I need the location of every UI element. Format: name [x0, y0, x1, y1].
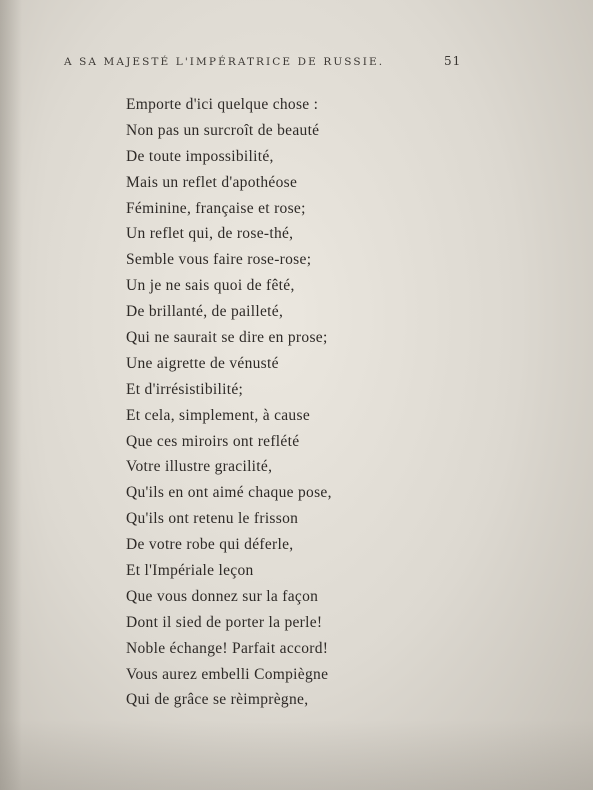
verse-line: De brillanté, de pailleté,: [126, 303, 284, 321]
verse-line: Féminine, française et rose;: [126, 199, 306, 217]
verse-line: Qu'ils ont retenu le frisson: [126, 510, 299, 528]
page-number: 51: [444, 54, 462, 68]
verse-line: De toute impossibilité,: [126, 147, 274, 165]
verse-line: Une aigrette de vénusté: [126, 354, 279, 372]
verse-line: Emporte d'ici quelque chose :: [126, 96, 319, 113]
verse-line: Qui ne saurait se dire en prose;: [126, 329, 328, 347]
verse-line: De votre robe qui déferle,: [126, 536, 294, 554]
poem: [126, 92, 426, 713]
verse-line: Qu'ils en ont aimé chaque pose,: [126, 484, 332, 502]
verse-line: Et l'Impériale leçon: [126, 562, 254, 580]
verse-line: Mais un reflet d'apothéose: [126, 173, 298, 191]
running-head: A SA MAJESTÉ L'IMPÉRATRICE DE RUSSIE.: [64, 56, 385, 68]
verse-line: Votre illustre gracilité,: [126, 458, 273, 476]
verse-line: Non pas un surcroît de beauté: [126, 121, 320, 139]
verse-line: Semble vous faire rose-rose;: [126, 251, 312, 269]
verse-line: Un je ne sais quoi de fêté,: [126, 277, 295, 295]
verse-line: Que ces miroirs ont reflété: [126, 432, 300, 450]
verse-line: Un reflet qui, de rose-thé,: [126, 225, 294, 243]
verse-line: Et d'irrésistibilité;: [126, 380, 244, 398]
verse-line: Vous aurez embelli Compiègne: [126, 665, 329, 683]
verse-line: Que vous donnez sur la façon: [126, 587, 319, 605]
verse-line: Noble échange! Parfait accord!: [126, 639, 329, 657]
verse-line: Dont il sied de porter la perle!: [126, 613, 323, 631]
verse-line: Et cela, simplement, à cause: [126, 406, 310, 424]
verse-line: Qui de grâce se rèimprègne,: [126, 691, 309, 709]
